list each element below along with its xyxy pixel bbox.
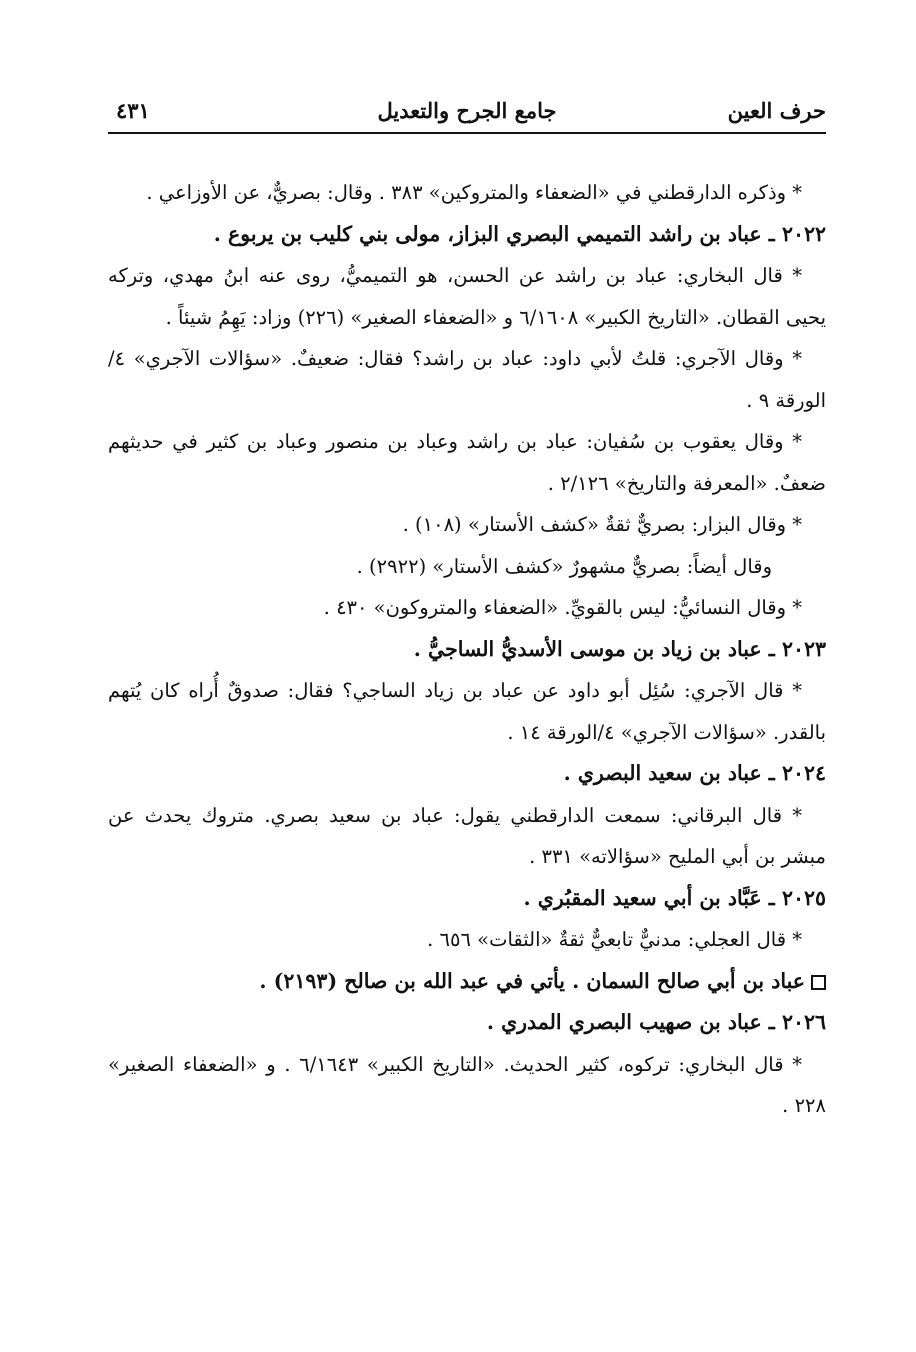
paragraph: * وقال البزار: بصريٌّ ثقةٌ «كشف الأستار» (١٠٨) .	[402, 513, 802, 536]
paragraph: * وقال الآجري: قلتُ لأبي داود: عباد بن راشد؟ فقال: ضعيفٌ. «سؤالات الآجري» ٤/الورقة ٩ .	[108, 347, 826, 412]
paragraph: * وقال النسائيُّ: ليس بالقويِّ. «الضعفاء والمتروكون» ٤٣٠ .	[323, 596, 802, 619]
paragraph: * قال الآجري: سُئِل أبو داود عن عباد بن زياد الساجي؟ فقال: صدوقٌ أُراه كان يُتهم بالقدر. «سؤالات الآجري» ٤/الورقة ١٤ .	[108, 679, 826, 744]
page	[108, 92, 826, 1127]
running-header	[108, 92, 826, 134]
entry-heading: ٢٠٢٤ ـ عباد بن سعيد البصري .	[563, 761, 826, 785]
entry-heading: ٢٠٢٥ ـ عَبَّاد بن أبي سعيد المقبُري .	[523, 885, 826, 910]
paragraph: وقال أيضاً: بصريٌّ مشهورٌ «كشف الأستار» (٢٩٢٢) .	[356, 554, 772, 578]
square-bullet-icon	[811, 975, 826, 990]
chapter-title: حرف العين	[727, 98, 826, 123]
cross-reference-text: عباد بن أبي صالح السمان . يأتي في عبد الله بن صالح (٢١٩٣) .	[259, 968, 805, 993]
paragraph: * قال العجلي: مدنيٌّ تابعيٌّ ثقةٌ «الثقات» ٦٥٦ .	[427, 928, 802, 951]
paragraph: * وقال يعقوب بن سُفيان: عباد بن راشد وعباد بن منصور وعباد بن كثير في حديثهم ضعفٌ. «المعرفة والتاريخ» ٢/١٢٦ .	[108, 430, 826, 495]
paragraph: * وذكره الدارقطني في «الضعفاء والمتروكين» ٣٨٣ . وقال: بصريٌّ، عن الأوزاعي .	[146, 181, 802, 204]
entry-heading: ٢٠٢٣ ـ عباد بن زياد بن موسى الأسديُّ الساجيُّ .	[413, 636, 826, 661]
cross-reference	[108, 961, 826, 1003]
page-body	[108, 172, 826, 1127]
entry-heading: ٢٠٢٦ ـ عباد بن صهيب البصري المدري .	[486, 1010, 826, 1034]
page-number: ٤٣١	[116, 98, 150, 123]
book-title: جامع الجرح والتعديل	[377, 98, 557, 123]
paragraph: * قال البرقاني: سمعت الدارقطني يقول: عباد بن سعيد بصري. متروك يحدث عن مبشر بن أبي المليح «سؤالاته» ٣٣١ .	[108, 803, 826, 868]
paragraph: * قال البخاري: تركوه، كثير الحديث. «التاريخ الكبير» ٦/١٦٤٣ . و «الضعفاء الصغير» ٢٢٨ .	[108, 1052, 826, 1117]
paragraph: * قال البخاري: عباد بن راشد عن الحسن، هو التميميُّ، روى عنه ابنُ مهدي، وتركه يحيى القطان. «التاريخ الكبير» ٦/١٦٠٨ و «الضعفاء الصغير» (٢٢٦) وزاد: يَهِمُ شيئاً .	[108, 264, 826, 329]
entry-heading: ٢٠٢٢ ـ عباد بن راشد التميمي البصري البزاز، مولى بني كليب بن يربوع .	[213, 221, 826, 246]
